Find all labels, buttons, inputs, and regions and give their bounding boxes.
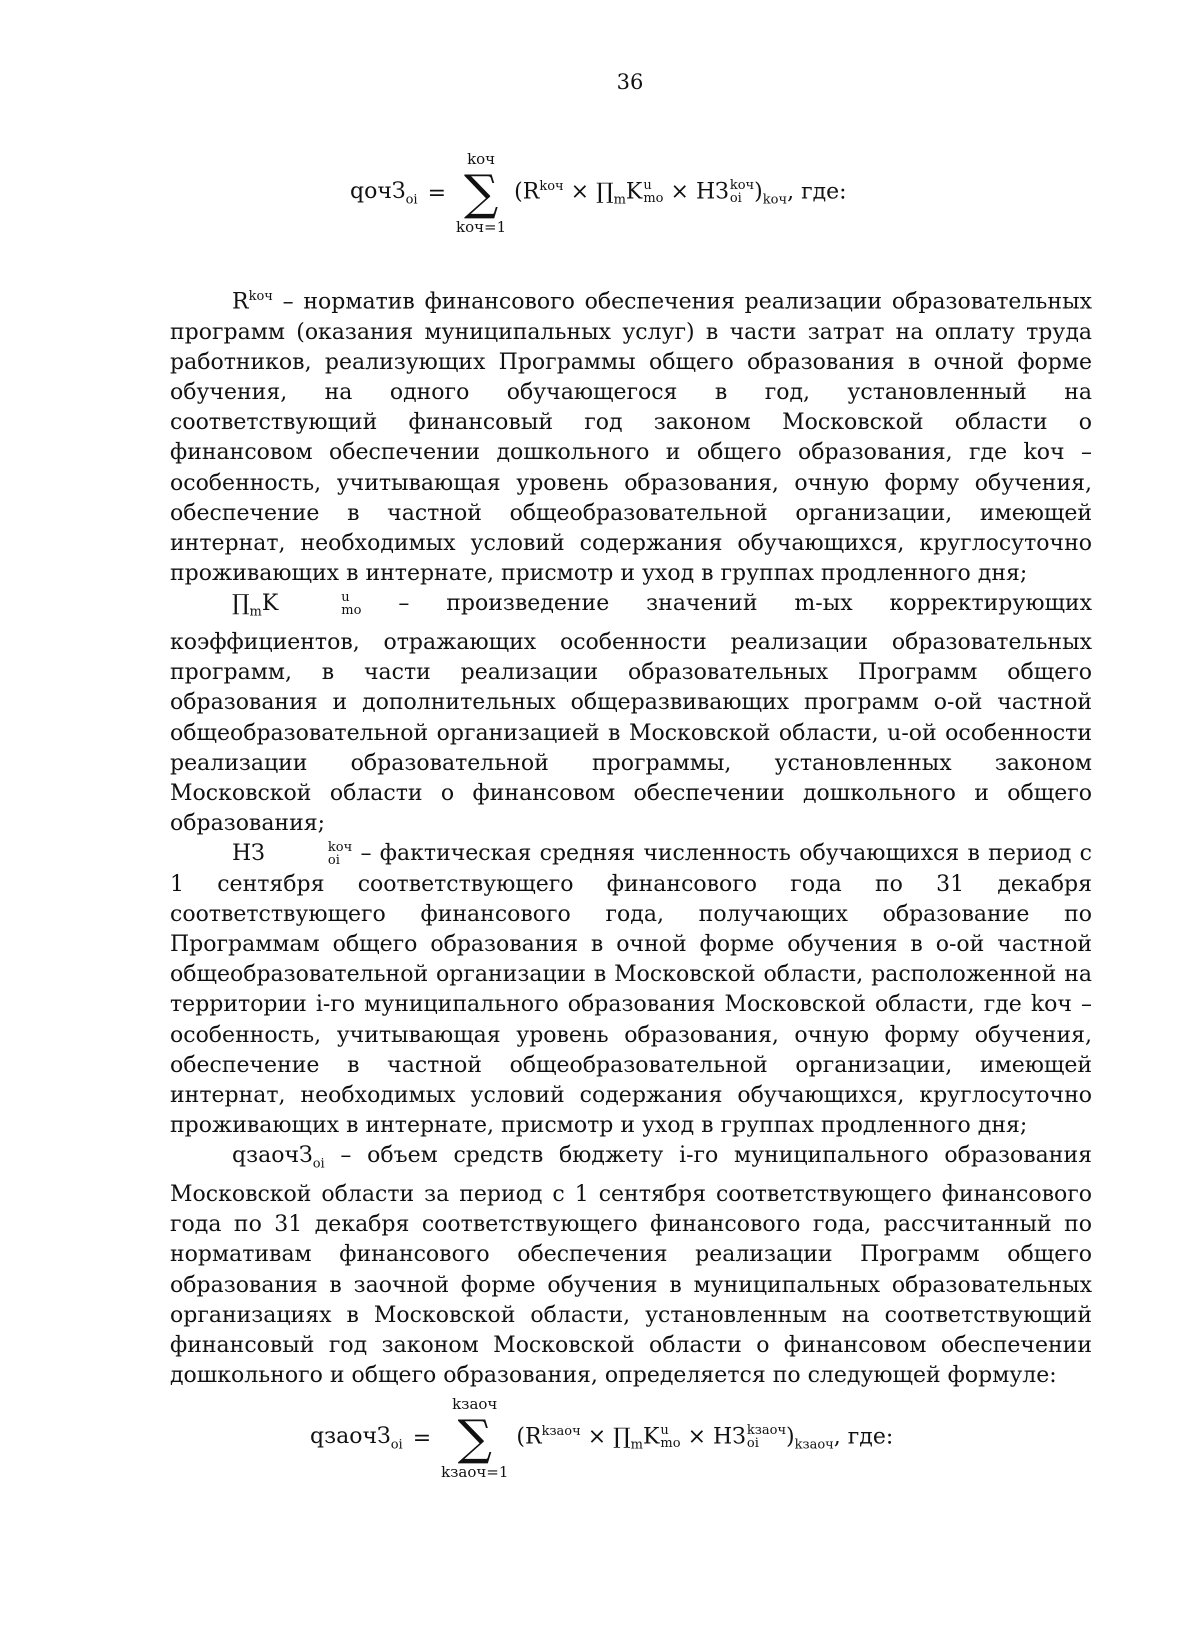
formula-zaoch: qзаочЗ$_{oi}$ = kзаоч ∑ kзаоч=1 ($R^{kзаоч}$ × $\prod_mK$ u mo × НЗ kзаоч oi )$_{kзаоч}$, где: (310, 1395, 894, 1481)
paragraph-norm: $R^{kоч}$ – норматив финансового обеспечения реализации образовательных программ (оказания муниципальных услуг) в части затрат на оплату труда работников, реализующих Программы общего образования в очной форме обучения, на одного обучающегося в год, установленный на соответствующий финансовый год законом Московской области о финансовом обеспечении дошкольного и общего образования, где kоч – особенность, учитывающая уровень образования, очную форму обучения, обеспечение в частной общеобразовательной организации, имеющей интернат, необходимых условий содержания обучающихся, круглосуточно проживающих в интернате, присмотр и уход в группах продленного дня; (170, 289, 1092, 587)
sum-operator: kоч ∑ kоч=1 (456, 150, 507, 236)
formula-body: ($R^{kзаоч}$ × $\prod_mK$ u mo × НЗ kзаоч oi )$_{kзаоч}$, где: (516, 1422, 894, 1453)
paragraph-volume: qзаочЗ$_{oi}$ – объем средств бюджету i-го муниципального образования Московской области за период с 1 сентября соответствующего финансового года по 31 декабря соответствующего финансового года, рассчитанный по нормативам финансового обеспечения реализации Программ общего образования в заочной форме обучения в муниципальных образовательных организациях в Московской области, установленным на соответствующий финансовый год законом Московской области о финансовом обеспечении дошкольного и общего образования, определяется по следующей формуле: (170, 1143, 1092, 1389)
formula-body: ($R^{kоч}$ × $\prod_mK$ u mo × НЗ kоч oi )$_{kоч}$, где: (514, 177, 847, 208)
document-body (170, 282, 1092, 1391)
sum-operator: kзаоч ∑ kзаоч=1 (441, 1395, 509, 1481)
paragraph-product: $\prod_mK$ u mo – произведение значений m-ых корректирующих коэффициентов, отражающих особенности реализации образовательных программ, в части реализации образовательных Программ общего образования и дополнительных общеразвивающих программ о-ой частной общеобразовательной организацией в Московской области, u-ой особенности реализации образовательной программы, установленных законом Московской области о финансовом обеспечении дошкольного и общего образования; (170, 590, 1092, 837)
paragraph-count: НЗ kоч oi – фактическая средняя численность обучающихся в период с 1 сентября соответствующего финансового года по 31 декабря соответствующего финансового года, получающих образование по Программам общего образования в очной форме обучения в о-ой частной общеобразовательной организации в Московской области, расположенной на территории i-го муниципального образования Московской области, где kоч – особенность, учитывающая уровень образования, очную форму обучения, обеспечение в частной общеобразовательной организации, имеющей интернат, необходимых условий содержания обучающихся, круглосуточно проживающих в интернате, присмотр и уход в группах продленного дня; (170, 840, 1092, 1139)
formula-och: qочЗ$_{oi}$ = kоч ∑ kоч=1 ($R^{kоч}$ × $\prod_mK$ u mo × НЗ kоч oi )$_{kоч}$, где: (350, 150, 847, 236)
page-number: 36 (616, 70, 644, 94)
formula-lhs: qзаочЗ$_{oi}$ (310, 1423, 403, 1453)
formula-lhs: qочЗ$_{oi}$ (350, 178, 418, 208)
